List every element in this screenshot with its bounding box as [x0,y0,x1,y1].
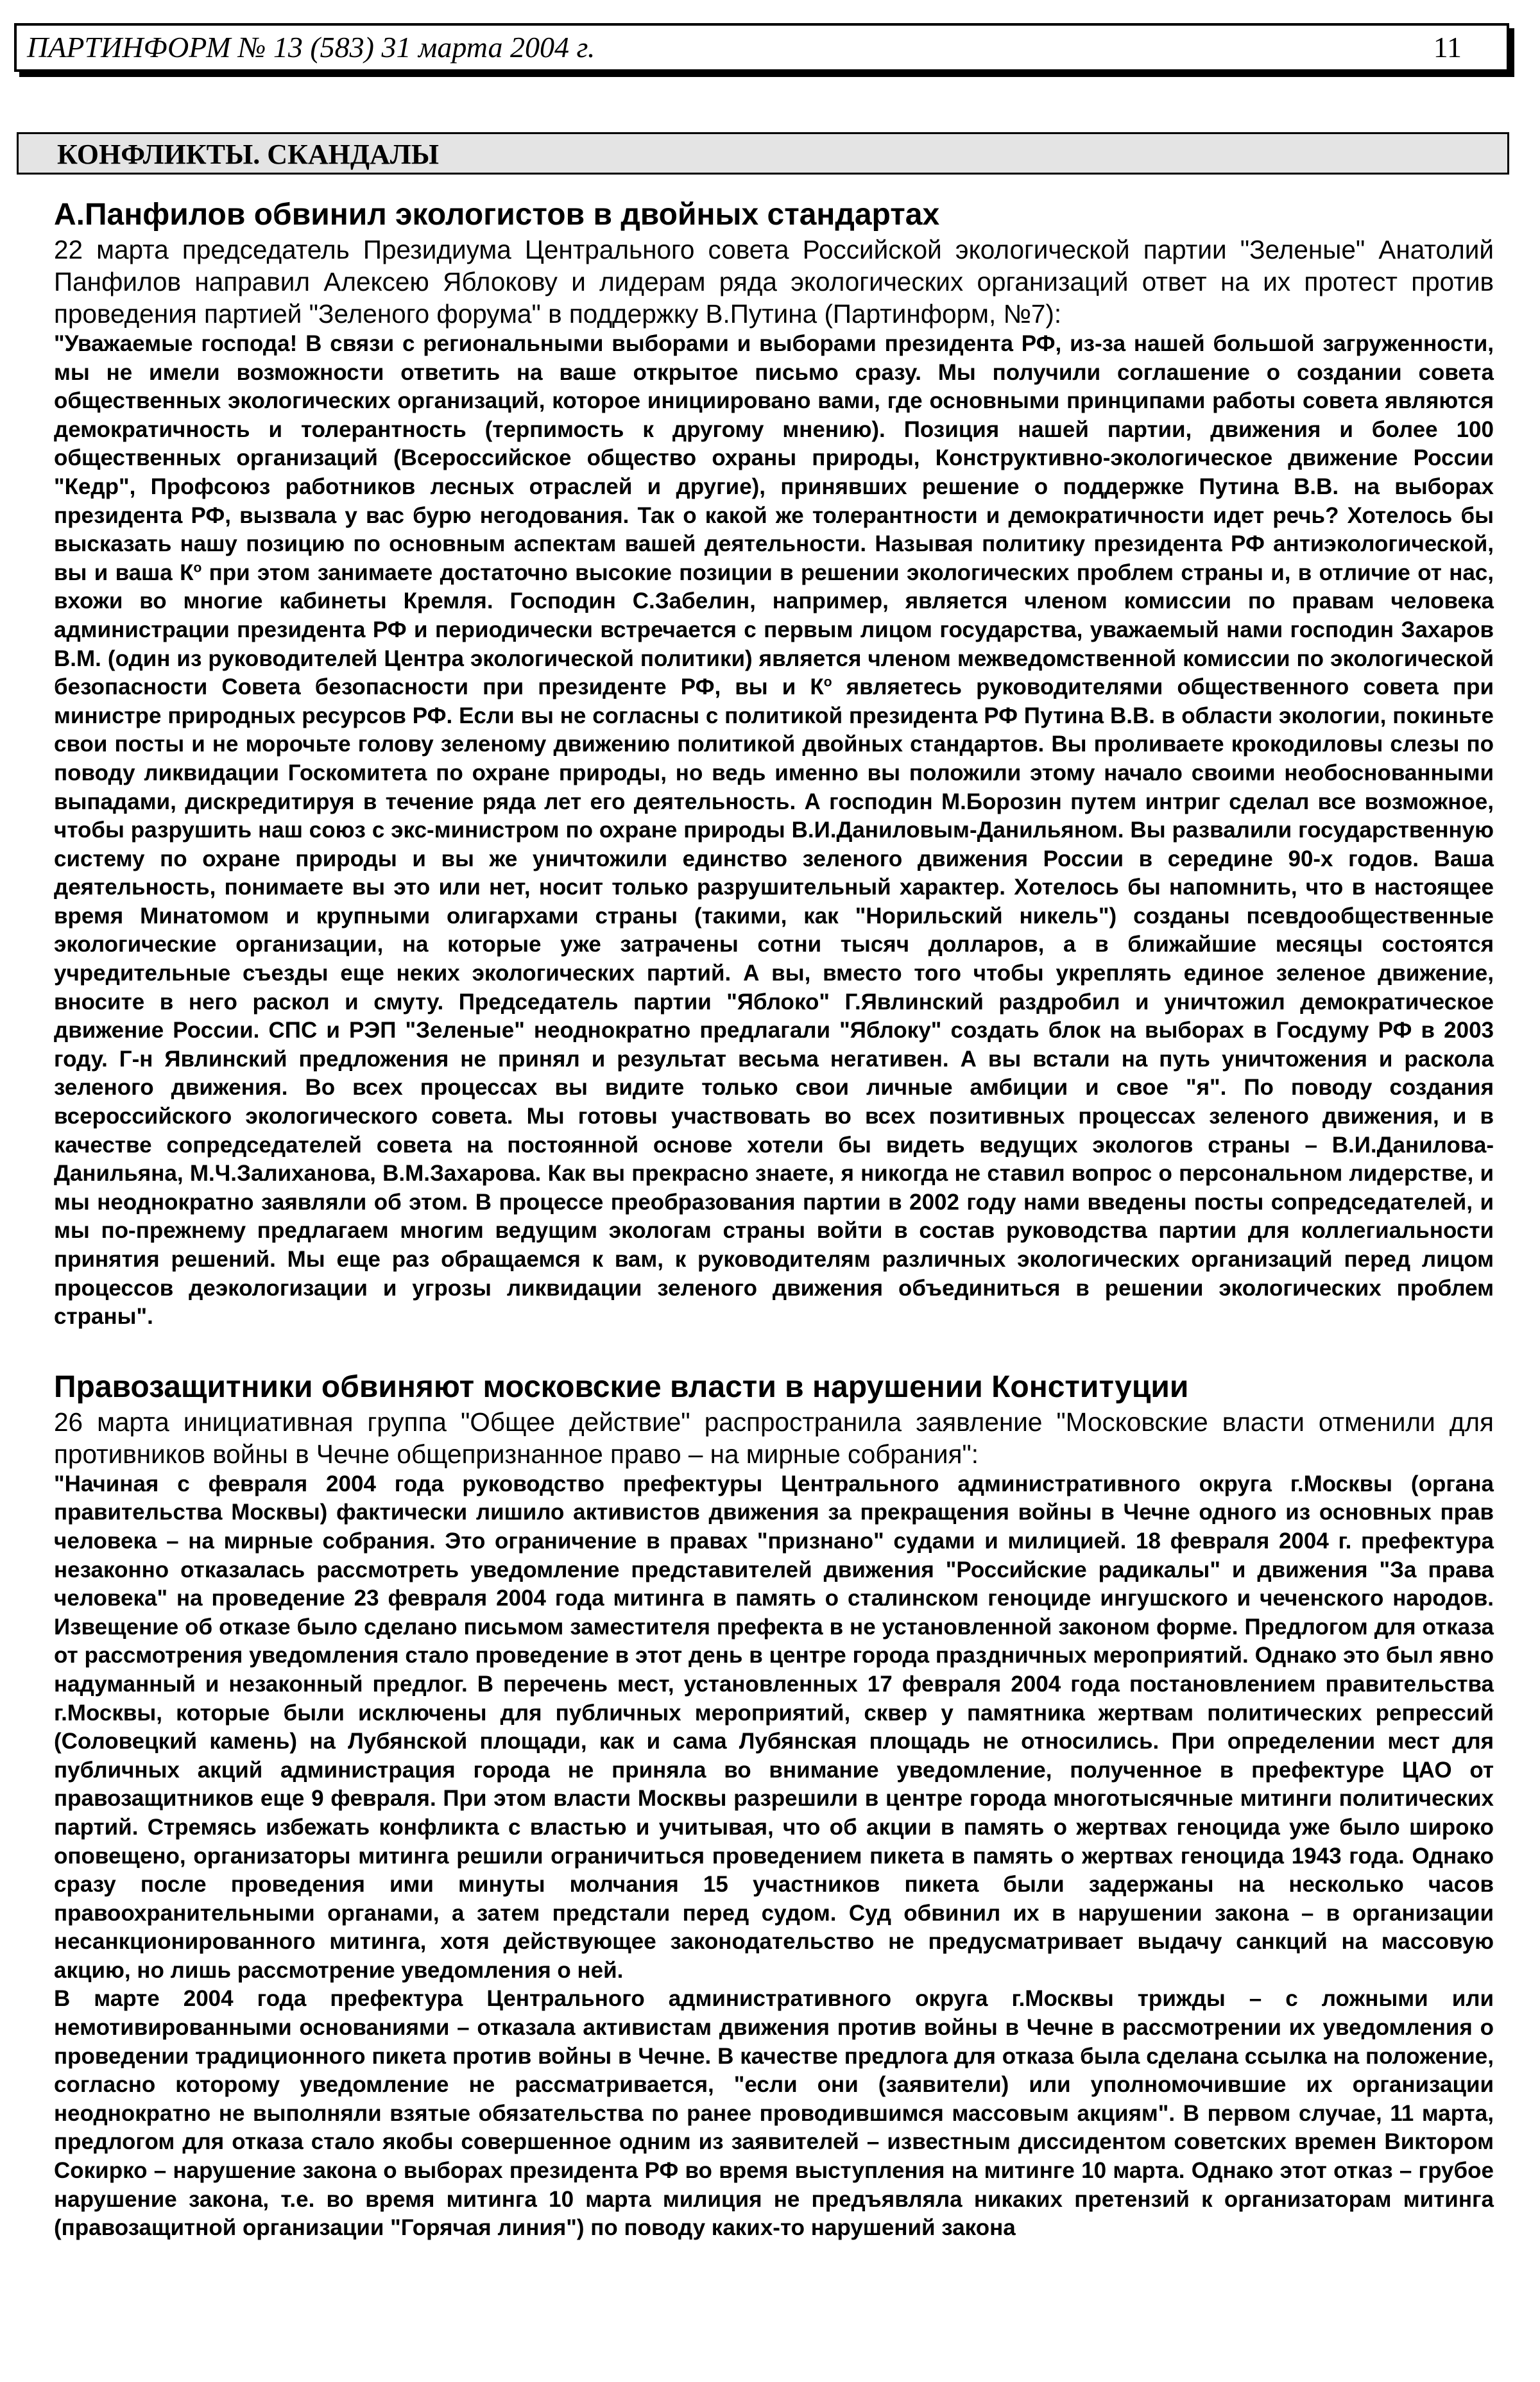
article-2-quote-paragraph-1: "Начиная с февраля 2004 года руководство префектуры Центрального административного округа г.Москвы (органа правительства Москвы) фактически лишило активистов движения за прекращения войны в Чечне одного из основных прав человека – на мирные собрания. Это ограничение в правах "признано" судами и милицией. 18 февраля 2004 г. префектура незаконно отказалась рассмотреть уведомление представителей движения "Российские радикалы" и движения "За права человека" на проведение 23 февраля 2004 года митинга в память о сталинском геноциде ингушского и чеченского народов. Извещение об отказе было сделано письмом заместителя префекта в не установленной законом форме. Предлогом для отказа от рассмотрения уведомления стало проведение в этот день в центре города праздничных мероприятий. Однако это был явно надуманный и незаконный предлог. В перечень мест, установленных 17 февраля 2004 года постановлением правительства г.Москвы, которые были исключены для публичных мероприятий, сквер у памятника жертвам политических репрессий (Соловецкий камень) на Лубянской площади, как и сама Лубянская площадь не относились. При определении мест для публичных акций администрация города не приняла во внимание уведомление, полученное в префектуре ЦАО от правозащитников еще 9 февраля. При этом власти Москвы разрешили в центре города многотысячные митинги политических партий. Стремясь избежать конфликта с властью и учитывая, что об акции в память о жертвах геноцида уже было широко оповещено, организаторы митинга решили ограничиться проведением пикета в память о жертвах геноцида 1943 года. Однако сразу после проведения ими минуты молчания 15 участников пикета были задержаны на несколько часов правоохранительными органами, а затем предстали перед судом. Суд обвинил их в нарушении закона – в организации несанкционированного митинга, хотя действующее законодательство не предусматривает выдачу санкций на массовую акцию, но лишь рассмотрение уведомления о ней. [54,1471,1494,1983]
article-1-lead: 22 марта председатель Президиума Центрального совета Российской экологической партии "Зеленые" Анатолий Панфилов направил Алексею Яблокову и лидерам ряда экологических организаций ответ на их протест против проведения партией "Зеленого форума" в поддержку В.Путина (Партинформ, №7): [54,235,1494,329]
publication-title: ПАРТИНФОРМ № 13 (583) 31 марта 2004 г. [27,31,595,64]
article-2 [54,1369,1494,2243]
page-header [14,23,1509,72]
article-1-headline: А.Панфилов обвинил экологистов в двойных стандартах [54,198,940,232]
article-1-quote-part-3: являетесь руководителями общественного совета при министре природных ресурсов РФ. Если вы не согласны с политикой президента РФ Путина В.В. в области экологии, покиньте свои посты и не морочьте голову зеленому движению политикой двойных стандартов. Вы проливаете крокодиловы слезы по поводу ликвидации Госкомитета по охране природы, но ведь именно вы положили этому начало своими необоснованными выпадами, дискредитируя в течение ряда лет его деятельность. А господин М.Борозин путем интриг сделал все возможное, чтобы разрушить наш союз с экс-министром по охране природы В.И.Даниловым-Данильяном. Вы развалили государственную систему по охране природы и вы же уничтожили единство зеленого движения России в середине 90-х годов. Ваша деятельность, понимаете вы это или нет, носит только разрушительный характер. Хотелось бы напомнить, что в настоящее время Минатомом и крупными олигархами страны (такими, как "Норильский никель") созданы псевдообщественные экологические организации, на которые уже затрачены сотни тысяч долларов, а в ближайшие месяцы состоятся учредительные съезды еще неких экологических партий. А вы, вместо того чтобы укреплять единое зеленое движение, вносите в него раскол и смуту. Председатель партии "Яблоко" Г.Явлинский раздробил и уничтожил демократическое движение России. СПС и РЭП "Зеленые" неоднократно предлагали "Яблоку" создать блок на выборах в Госдуму РФ в 2003 году. Г-н Явлинский предложения не принял и результат весьма негативен. А вы встали на путь уничтожения и раскола зеленого движения. Во всех процессах вы видите только свои личные амбиции и свое "я". По поводу создания всероссийского экологического совета. Мы готовы участвовать во всех позитивных процессах зеленого движения, и в качестве сопредседателей совета на постоянной основе хотели бы видеть ведущих экологов страны – В.И.Данилова-Данильяна, М.Ч.Залиханова, В.М.Захарова. Как вы прекрасно знаете, я никогда не ставил вопрос о персональном лидерстве, и мы неоднократно заявляли об этом. В процессе преобразования партии в 2002 году нами введены посты сопредседателей, и мы по-прежнему предлагаем многим ведущим экологам страны войти в состав руководства партии для коллегиальности принятия решений. Мы еще раз обращаемся к вам, к руководителям различных экологических организаций перед лицом процессов деэкологизации и угрозы ликвидации зеленого движения объединиться в решении экологических проблем страны". [54,674,1494,1330]
article-1-quote-part-2: при этом занимаете достаточно высокие позиции в решении экологических проблем страны и, в отличие от нас, вхожи во многие кабинеты Кремля. Господин С.Забелин, например, является членом комиссии по правам человека администрации президента РФ и периодически встречается с первым лицом государства, уважаемый нами господин Захаров В.М. (один из руководителей Центра экологической политики) является членом межведомственной комиссии по экологической безопасности Совета безопасности при президенте РФ, вы и К [54,560,1494,700]
article-1-quote-part-1: "Уважаемые господа! В связи с региональными выборами и выборами президента РФ, из-за нашей большой загруженности, мы не имели возможности ответить на ваше открытое письмо сразу. Мы получили соглашение о создании совета общественных экологических организаций, которое инициировано вами, где основными принципами работы совета являются демократичность и толерантность (терпимость к другому мнению). Позиция нашей партии, движения и более 100 общественных организаций (Всероссийское общество охраны природы, Конструктивно-экологическое движение России "Кедр", Профсоюз работников лесных отраслей и другие), принявших решение о поддержке Путина В.В. на выборах президента РФ, вызвала у вас бурю негодования. Так о какой же толерантности и демократичности идет речь? Хотелось бы высказать нашу позицию по основным аспектам вашей деятельности. Называя политику президента РФ антиэкологической, вы и ваша К [54,331,1494,585]
article-2-lead: 26 марта инициативная группа "Общее действие" распространила заявление "Московские власти отменили для противников войны в Чечне общепризнанное право – на мирные собрания": [54,1407,1494,1469]
superscript-o: о [823,674,832,690]
section-banner [17,132,1509,175]
article-1 [54,196,1494,1332]
page-number: 11 [1433,31,1462,64]
superscript-o: о [193,560,202,576]
article-2-headline: Правозащитники обвиняют московские власти в нарушении Конституции [54,1369,1189,1404]
article-1-quote [54,330,1494,1332]
article-2-quote-paragraph-2: В марте 2004 года префектура Центрального административного округа г.Москвы трижды – с ложными или немотивированными основаниями – отказала активистам движения против войны в Чечне в рассмотрении их уведомления о проведении традиционного пикета против войны в Чечне. В качестве предлога для отказа была сделана ссылка на положение, согласно которому уведомление не рассматривается, "если они (заявители) или уполномочившие их организации неоднократно не выполняли взятые обязательства по ранее проводившимся массовым акциям". В первом случае, 11 марта, предлогом для отказа стало якобы совершенное одним из заявителей – известным диссидентом советских времен Виктором Сокирко – нарушение закона о выборах президента РФ во время выступления на митинге 10 марта. Однако этот отказ – грубое нарушение закона, т.е. во время митинга 10 марта милиция не предъявляла никаких претензий к организаторам митинга (правозащитной организации "Горячая линия") по поводу каких-то нарушений закона [54,1986,1494,2241]
article-column [54,196,1494,2243]
section-title: КОНФЛИКТЫ. СКАНДАЛЫ [57,139,439,170]
